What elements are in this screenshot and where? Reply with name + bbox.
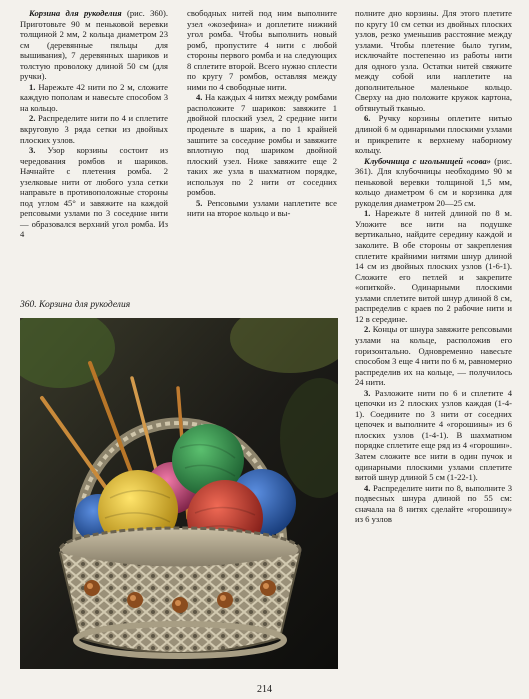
paragraph-text: Ручку корзины оплетите нитью длиной 6 м одинарными плоскими узлами и прикрепите к верхнему наборному кольцу. xyxy=(355,113,512,156)
paragraph xyxy=(187,92,337,197)
section-title: Клубочница с игольницей «сова» xyxy=(364,155,491,166)
paragraph-text: Разложите нити по 6 и сплетите 4 цепочки из 2 плоских узлов каждая (1-4-1). Соедините по 3 нити от соседних цепочек и выполните 4 «горошины» из 6 плоских узлов (1-4-1). В шахматном порядке сплетите еще ряд из 4 «горошин». Затем сложите все нити в один пучок и одинарными плоскими узлами сплетите витой шнур длиной 5 см (1-22-1). xyxy=(355,387,512,483)
paragraph xyxy=(187,198,337,219)
basket-photo xyxy=(20,318,338,669)
paragraph xyxy=(20,82,168,114)
step-number: 1. xyxy=(364,208,371,219)
paragraph xyxy=(355,483,512,525)
paragraph-text: Узор корзины состоит из чередования ромбов и шариков. Начнайте с плетения ромба. 2 узелковые нити от любого узла сетки направьте в противоположные стороны под углом 45° и завяжите на каждой репсовыми узлами по 3 соседние нити — образовался верхний угол ромба. Из 4 xyxy=(20,145,168,240)
paragraph xyxy=(355,388,512,483)
step-number: 3. xyxy=(364,387,371,398)
paragraph-text: (рис. 360). Приготовьте 90 м пеньковой веревки толщиной 2 мм, 2 кольца диаметром 23 см (деревянные пяльцы для вышивания), 7 деревянных шариков и толстую проволоку длиной 50 см (для ручки). xyxy=(20,8,168,82)
paragraph-text: полните дно корзины. Для этого плетите по кругу 10 см сетки из двойных плоских узлов, резко уменьшив расстояние между узлами. Чтобы плетение было тугим, исключайте постепенно из работы нити для одного узла. Остатки нитей свяжите между собой или наплетите на дополнительное маленькое кольцо. Сверху на дно положите кружок картона, обтянутый тканью. xyxy=(355,8,512,113)
step-number: 4. xyxy=(196,92,203,103)
paragraph xyxy=(20,113,168,145)
paragraph xyxy=(355,156,512,209)
paragraph-text: Репсовыми узлами наплетите все нити на второе кольцо и вы- xyxy=(187,197,337,219)
paragraph xyxy=(355,8,512,113)
step-number: 2. xyxy=(364,324,371,335)
step-number: 2. xyxy=(29,113,36,124)
paragraph-text: Нарежьте 42 нити по 2 м, сложите каждую пополам и навесьте способом 3 на кольцо. xyxy=(20,81,168,113)
paragraph-text: свободных нитей под ним выполните узел «жозефина» и доплетите нижний угол ромба. Чтобы выполнить новый ромб, пропустите 4 нити с любой стороны первого ромба и на следующих 8 сплетите второй. Всего нужно сплести по кругу 7 ромбов, оставляя между ними по 4 свободные нити. xyxy=(187,8,337,92)
paragraph xyxy=(20,145,168,240)
paragraph-text: Нарежьте 8 нитей длиной по 8 м. Уложите все нити на подушке вертикально, найдите середину каждой и заколите. В обе стороны от закрепления сплетите крайними нитями шнур длиной 14 см из двойных плоских узлов (1-6-1). Сложите его петлей и закрепите «опиткой». Одинарными плоскими узлами сплетите витой шнур длиной 8 см, распределив с краев по 2 рабочие нити и 12 в середине. xyxy=(355,208,512,324)
text-column-right xyxy=(355,8,512,525)
paragraph xyxy=(187,8,337,92)
paragraph-text: (рис. 361). Для клубочницы необходимо 90 м пеньковой веревки толщиной 1,5 мм, кольцо диаметром 6 см и корзинка для рукоделия диаметром 20—25 см. xyxy=(355,155,513,208)
paragraph-text: На каждых 4 нитях между ромбами расположите 7 шариков: завяжите 1 двойной плоский узел, 2 средние нити проденьте в шарик, а по 1 крайней зашпите за соседние ромбы и завяжите вплотную под шариком двойной плоский узел. Ниже завяжите еще 2 таких же узла в шахматном порядке, используя по 2 нити от соседних ромбов. xyxy=(187,92,337,198)
basket-illustration xyxy=(20,318,338,669)
paragraph xyxy=(20,8,168,82)
paragraph xyxy=(355,208,512,324)
step-number: 4. xyxy=(364,482,371,493)
paragraph-text: Распределите нити по 4 и сплетите вкруговую 3 ряда сетки из двойных плоских узлов. xyxy=(20,113,168,145)
figure-caption: 360. Корзина для рукоделия xyxy=(20,300,131,310)
text-column-left xyxy=(20,8,168,240)
text-column-middle xyxy=(187,8,337,219)
paragraph-text: Концы от шнура завяжите репсовыми узлами на кольце, расположив его горизонтально. Одновременно навесьте способом 3 еще 4 нити по 6 м, равномерно распределив их на кольце, — получилось 24 нити. xyxy=(355,324,512,388)
page-number: 214 xyxy=(257,684,272,695)
paragraph xyxy=(355,324,512,387)
paragraph-text: Распределите нити по 8, выполните 3 подвесных шнура длиной по 55 см: сначала на 8 нитях сделайте «горошину» из 6 узлов xyxy=(355,482,512,525)
step-number: 6. xyxy=(364,113,371,124)
paragraph xyxy=(355,113,512,155)
step-number: 5. xyxy=(196,197,203,208)
step-number: 1. xyxy=(29,81,36,92)
section-title: Корзина для рукоделия xyxy=(29,8,122,18)
step-number: 3. xyxy=(29,145,36,156)
